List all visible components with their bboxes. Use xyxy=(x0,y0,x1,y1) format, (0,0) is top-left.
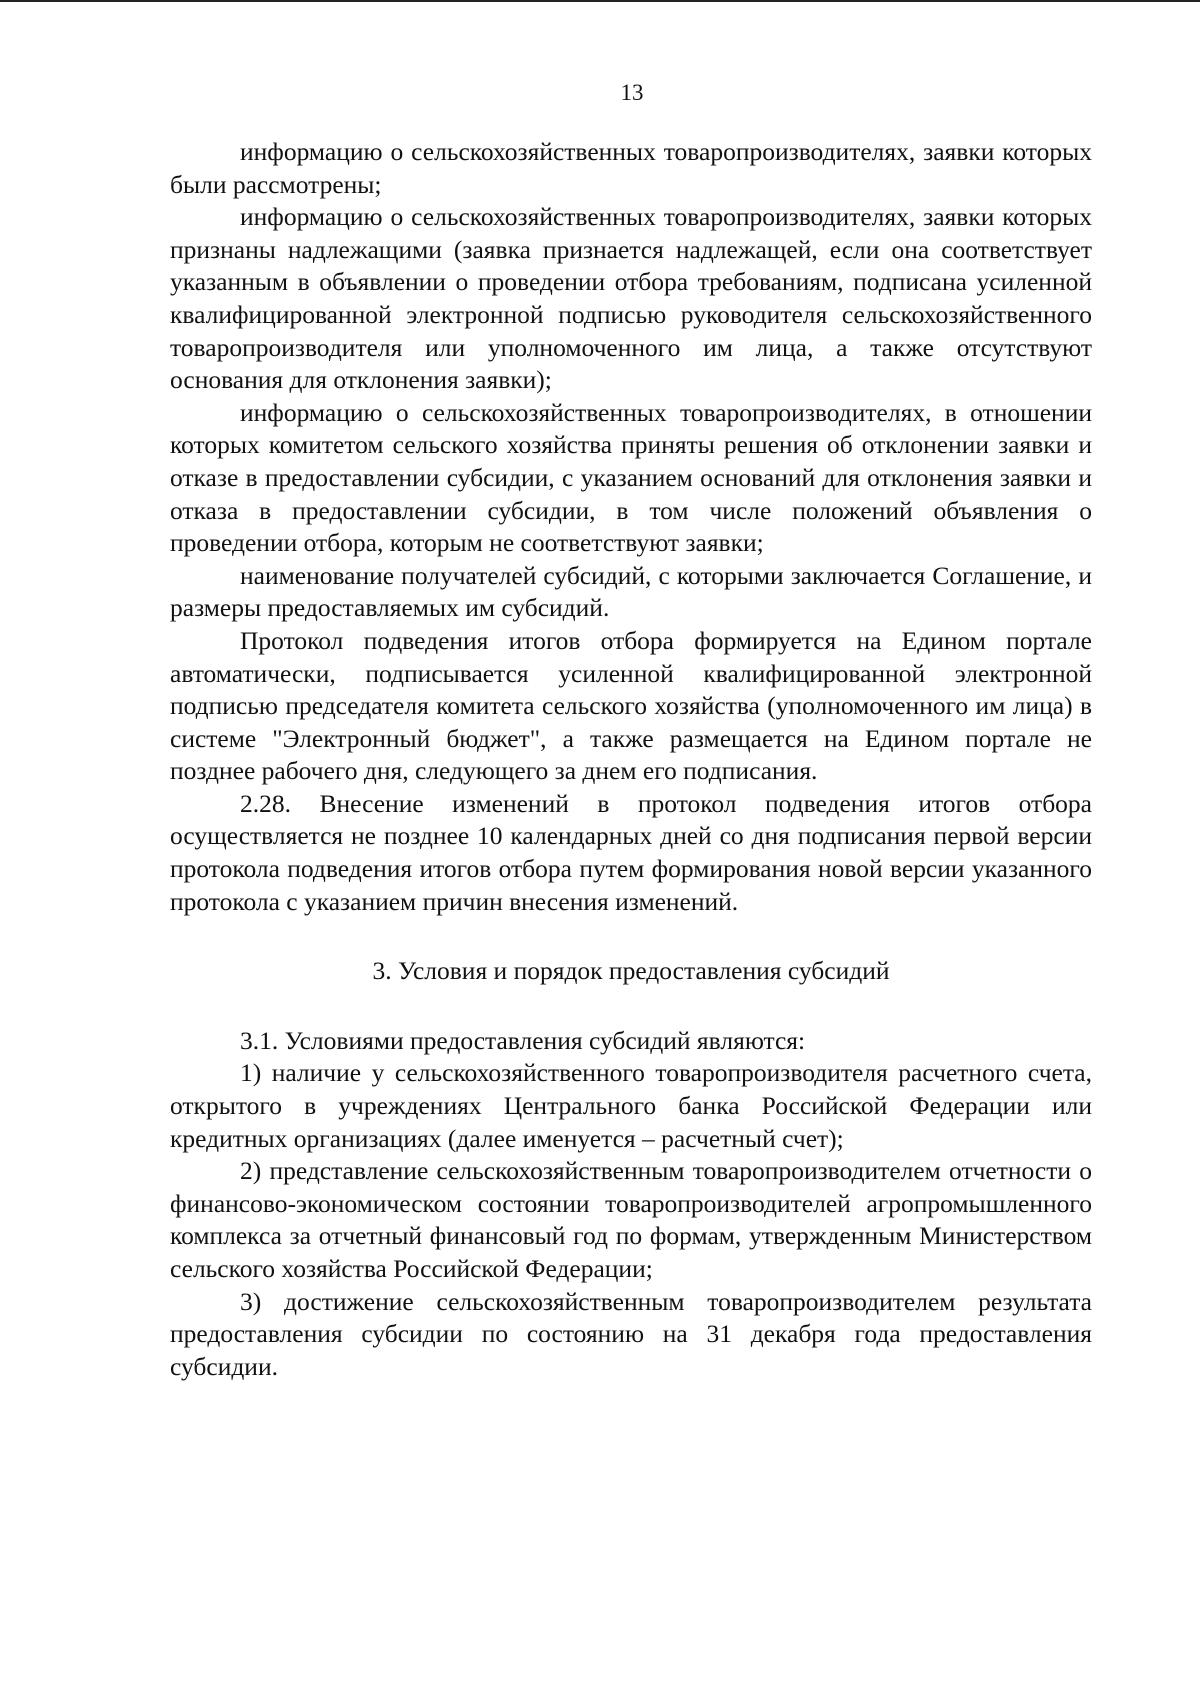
paragraph-rejected-applications: информацию о сельскохозяйственных товаропроизводителях, в отношении которых комитетом сельского хозяйства приняты решения об отклонении заявки и отказе в предоставлении субсидии, с указанием оснований для отклонения заявки и отказа в предоставлении субсидии, в том числе положений объявления о проведении отбора, которым не соответствуют заявки; xyxy=(170,397,1092,558)
condition-item-1: 1) наличие у сельскохозяйственного товаропроизводителя расчетного счета, открытого в учреждениях Центрального банка Российской Федерации или кредитных организациях (далее именуется – расчетный счет); xyxy=(170,1058,1092,1153)
paragraph-reviewed-applications: информацию о сельскохозяйственных товаропроизводителях, заявки которых были рассмотрены; xyxy=(170,137,1092,199)
condition-item-3: 3) достижение сельскохозяйственным товаропроизводителем результата предоставления субсидии по состоянию на 31 декабря года предоставления субсидии. xyxy=(170,1286,1092,1381)
scan-top-edge xyxy=(0,0,1200,2)
paragraph-2-28: 2.28. Внесение изменений в протокол подведения итогов отбора осуществляется не позднее 10 календарных дней со дня подписания первой версии протокола подведения итогов отбора путем формирования новой версии указанного протокола с указанием причин внесения изменений. xyxy=(170,788,1092,916)
document-body xyxy=(170,136,1092,1383)
paragraph-recipients: наименование получателей субсидий, с которыми заключается Соглашение, и размеры предоставляемых им субсидий. xyxy=(170,560,1092,623)
condition-item-2: 2) представление сельскохозяйственным товаропроизводителем отчетности о финансово-экономическом состоянии товаропроизводителей агропромышленного комплекса за отчетный финансовый год по формам, утвержденным Министерством сельского хозяйства Российской Федерации; xyxy=(170,1156,1092,1283)
section-3-heading: 3. Условия и порядок предоставления субсидий xyxy=(372,956,890,986)
paragraph-3-1: 3.1. Условиями предоставления субсидий являются: xyxy=(240,1025,806,1055)
page-number: 13 xyxy=(620,80,644,105)
paragraph-proper-applications: информацию о сельскохозяйственных товаропроизводителях, заявки которых признаны надлежащими (заявка признается надлежащей, если она соответствует указанным в объявлении о проведении отбора требованиям, подписана усиленной квалифицированной электронной подписью руководителя сельскохозяйственного товаропроизводителя или уполномоченного им лица, а также отсутствуют основания для отклонения заявки); xyxy=(170,202,1092,395)
paragraph-protocol-formation: Протокол подведения итогов отбора формируется на Едином портале автоматически, подписывается усиленной квалифицированной электронной подписью председателя комитета сельского хозяйства (уполномоченного им лица) в системе "Электронный бюджет", а также размещается на Едином портале не позднее рабочего дня, следующего за днем его подписания. xyxy=(170,625,1092,786)
